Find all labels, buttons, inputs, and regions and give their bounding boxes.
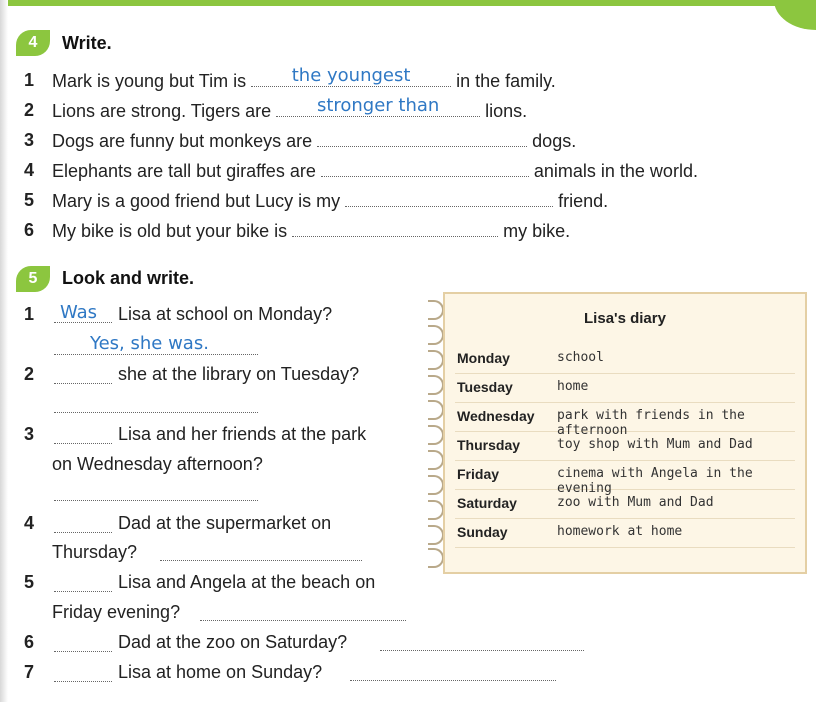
question-text: Dad at the supermarket on — [118, 513, 332, 533]
reply-blank[interactable] — [200, 620, 406, 621]
item-number: 1 — [24, 304, 35, 324]
diary-row — [455, 518, 795, 548]
spiral-ring — [428, 450, 444, 470]
question-text-continued: Thursday? — [52, 542, 138, 562]
answer-blank[interactable] — [54, 383, 112, 384]
diary-activity: toy shop with Mum and Dad — [557, 437, 753, 452]
question-text: Lisa and her friends at the park — [118, 424, 367, 444]
diary-activity: home — [557, 379, 589, 394]
answer-blank[interactable] — [54, 443, 112, 444]
question-text: Lisa and Angela at the beach on — [118, 572, 376, 592]
item-number: 2 — [24, 364, 35, 384]
exercise-4-item-6: My bike is old but your bike is my bike. — [52, 218, 570, 242]
question-text-continued: Friday evening? — [52, 602, 181, 622]
diary-day: Friday — [457, 466, 500, 482]
item-number: 3 — [24, 130, 35, 150]
answer-blank[interactable] — [292, 218, 498, 237]
exercise-4-badge: 4 — [16, 30, 50, 56]
spiral-ring — [428, 300, 444, 320]
exercise-4-item-3: Dogs are funny but monkeys are dogs. — [52, 128, 576, 152]
item-number: 3 — [24, 424, 35, 444]
diary-day: Sunday — [457, 524, 508, 540]
answer-blank[interactable] — [54, 591, 112, 592]
exercise-4-title: Write. — [62, 33, 112, 53]
spiral-ring — [428, 425, 444, 445]
spiral-ring — [428, 548, 444, 568]
diary-row — [455, 431, 795, 461]
diary-day: Tuesday — [457, 379, 513, 395]
exercise-4-item-4: Elephants are tall but giraffes are animals in the world. — [52, 158, 698, 182]
item-number: 4 — [24, 513, 35, 533]
exercise-5-badge: 5 — [16, 266, 50, 292]
answer-blank[interactable] — [251, 65, 451, 87]
item-number: 2 — [24, 100, 35, 120]
item-number: 6 — [24, 632, 35, 652]
item-number: 5 — [24, 190, 35, 210]
answer-blank[interactable] — [54, 681, 112, 682]
diary-activity: park with friends in the afternoon — [557, 408, 745, 438]
handwritten-reply: Yes, she was. — [90, 333, 209, 354]
handwritten-answer: Was — [60, 302, 98, 323]
diary-day: Monday — [457, 350, 510, 366]
diary-row — [455, 402, 795, 438]
spiral-ring — [428, 350, 444, 370]
spiral-ring — [428, 475, 444, 495]
top-green-bar — [0, 0, 816, 6]
item-number: 6 — [24, 220, 35, 240]
question-text-continued: on Wednesday afternoon? — [52, 454, 263, 474]
exercise-5-title: Look and write. — [62, 268, 195, 288]
spiral-ring — [428, 325, 444, 345]
handwritten-answer: stronger than — [316, 95, 440, 116]
question-text: Lisa at home on Sunday? — [118, 662, 323, 682]
diary-row — [455, 344, 795, 374]
diary-row — [455, 460, 795, 496]
spiral-ring — [428, 375, 444, 395]
exercise-4-item-2: Lions are strong. Tigers are stronger than lions. — [52, 95, 528, 121]
answer-blank[interactable] — [321, 158, 529, 177]
exercise-4-item-1: Mark is young but Tim is the youngest in the family. — [52, 65, 556, 91]
diary-activity: zoo with Mum and Dad — [557, 495, 714, 510]
diary-title: Lisa's diary — [584, 310, 666, 327]
page-edge-shadow — [0, 0, 8, 702]
question-text: Lisa at school on Monday? — [118, 304, 333, 324]
reply-blank[interactable] — [380, 650, 584, 651]
item-number: 7 — [24, 662, 35, 682]
answer-blank[interactable] — [317, 128, 527, 147]
reply-blank[interactable] — [54, 412, 258, 413]
answer-blank[interactable] — [54, 532, 112, 533]
diary-day: Wednesday — [457, 408, 535, 424]
diary-day: Thursday — [457, 437, 521, 453]
answer-blank[interactable] — [276, 95, 480, 117]
item-number: 5 — [24, 572, 35, 592]
spiral-ring — [428, 525, 444, 545]
diary-activity: homework at home — [557, 524, 683, 539]
lisas-diary — [443, 292, 807, 574]
handwritten-answer: the youngest — [291, 65, 411, 86]
answer-blank[interactable] — [54, 651, 112, 652]
spiral-ring — [428, 500, 444, 520]
exercise-4-item-5: Mary is a good friend but Lucy is my friend. — [52, 188, 608, 212]
answer-blank[interactable] — [345, 188, 553, 207]
reply-blank[interactable] — [160, 560, 362, 561]
diary-activity: school — [557, 350, 604, 365]
reply-blank[interactable] — [54, 500, 258, 501]
diary-row — [455, 373, 795, 403]
item-number: 1 — [24, 70, 35, 90]
item-number: 4 — [24, 160, 35, 180]
question-text: Dad at the zoo on Saturday? — [118, 632, 348, 652]
corner-leaf-decoration — [774, 0, 816, 30]
diary-row — [455, 489, 795, 519]
spiral-ring — [428, 400, 444, 420]
question-text: she at the library on Tuesday? — [118, 364, 360, 384]
reply-blank[interactable] — [350, 680, 556, 681]
diary-activity: cinema with Angela in the evening — [557, 466, 753, 496]
diary-day: Saturday — [457, 495, 517, 511]
